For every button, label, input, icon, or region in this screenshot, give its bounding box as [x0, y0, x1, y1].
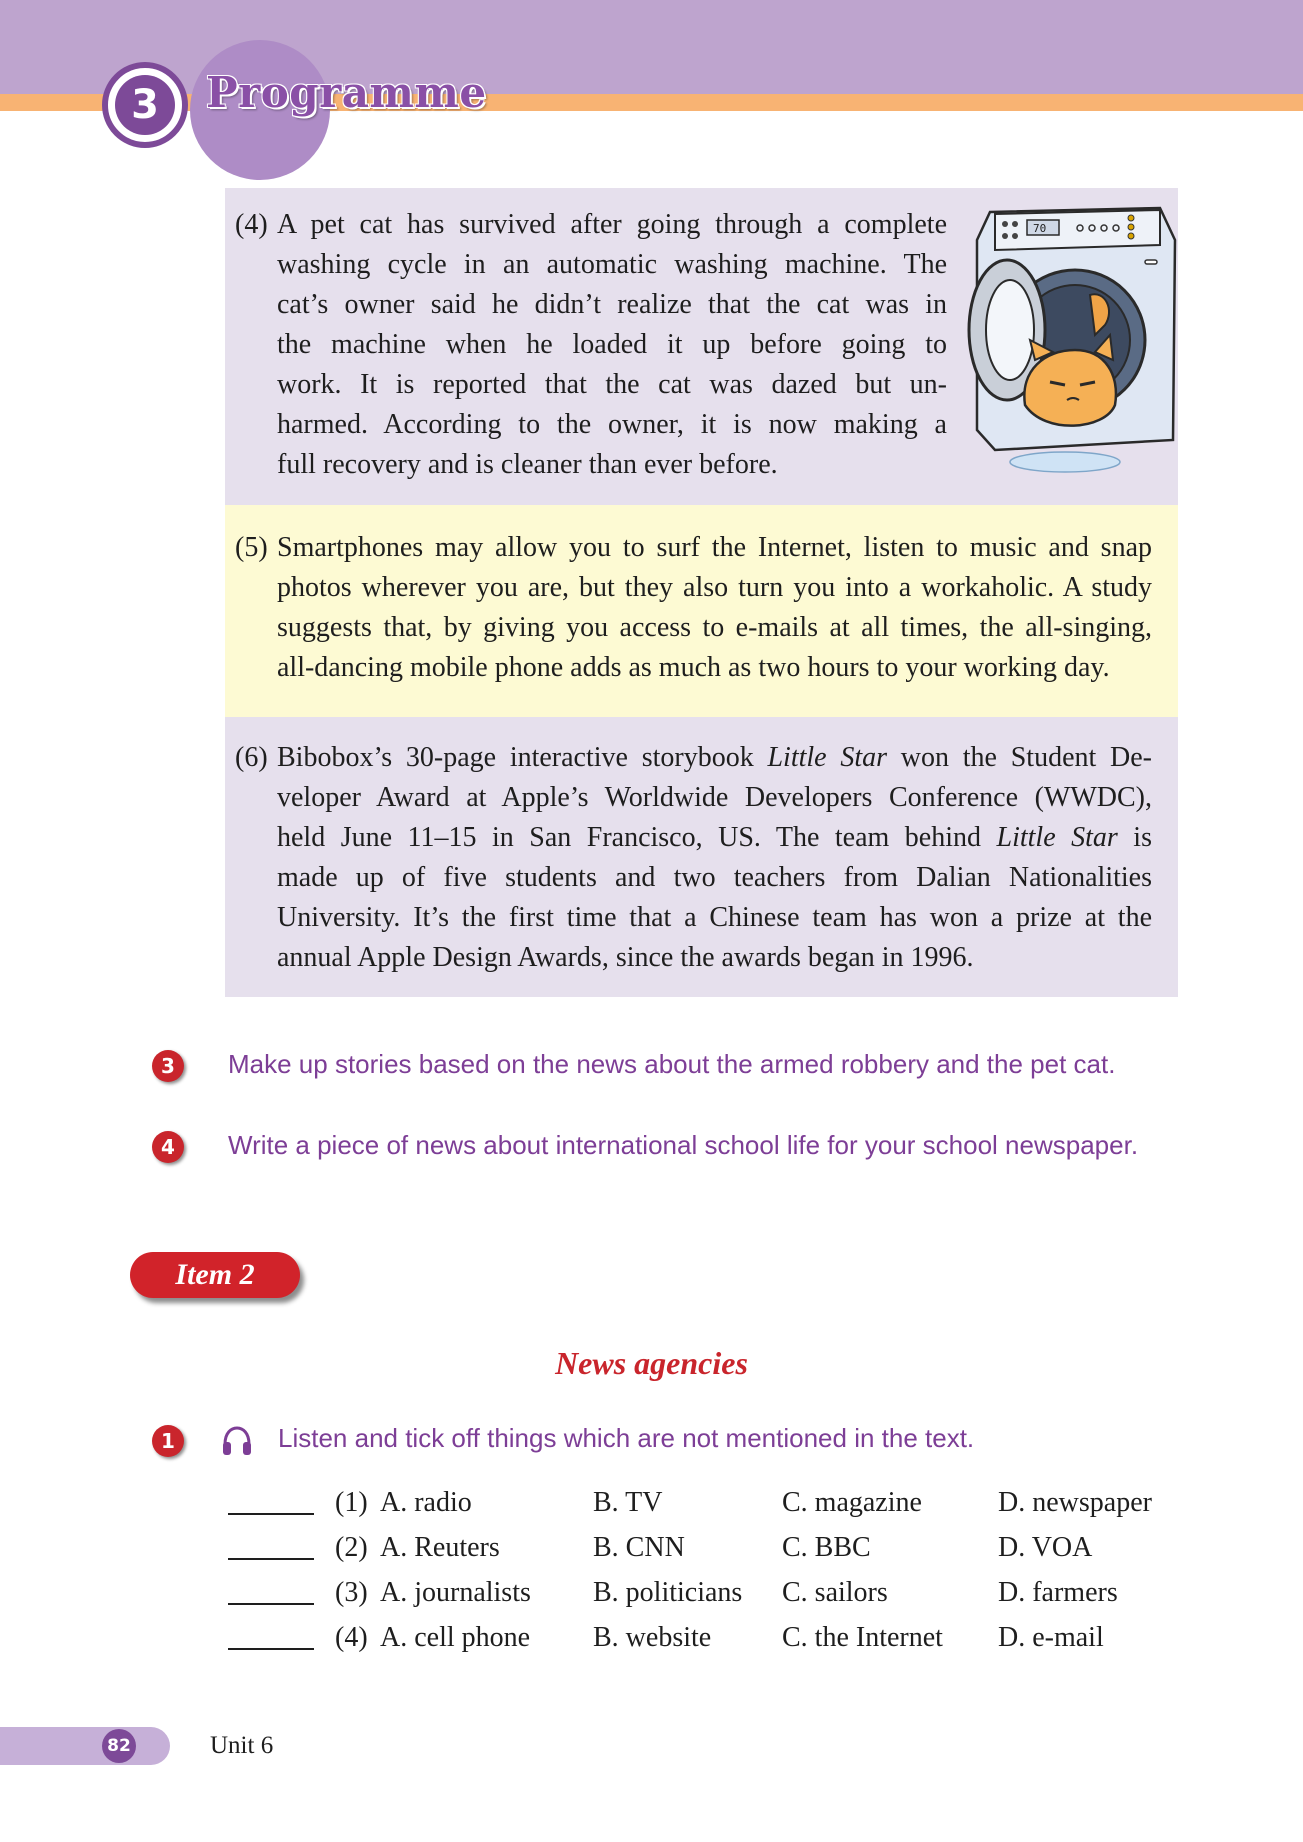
- option-b: B. website: [593, 1622, 712, 1653]
- item-banner: Item 2: [130, 1252, 300, 1298]
- news-line: full recovery and is cleaner than ever before.: [277, 449, 778, 480]
- task-3-text: Make up stories based on the news about the armed robbery and the pet cat.: [228, 1049, 1116, 1079]
- exercise-row-3: [0, 1573, 1303, 1613]
- exercise-row-2: [0, 1528, 1303, 1568]
- option-c: C. BBC: [782, 1532, 871, 1563]
- option-a: A. Reuters: [380, 1532, 500, 1563]
- news-line: veloper Award at Apple’s Worldwide Developers Conference (WWDC),: [277, 782, 1152, 813]
- option-a: A. cell phone: [380, 1622, 531, 1653]
- book-title: Little Star: [767, 742, 888, 773]
- news-line: photos wherever you are, but they also turn you into a workaholic. A study: [277, 572, 1152, 603]
- news-item-6: [235, 738, 1152, 978]
- news-line: University. It’s the first time that a Chinese team has won a prize at the: [277, 902, 1152, 933]
- task-badge-1: 1: [152, 1425, 184, 1457]
- news-number: (5): [235, 532, 268, 563]
- news-number: (6): [235, 742, 268, 773]
- exercise-row-1: [0, 1483, 1303, 1523]
- section-number: 3: [115, 75, 175, 135]
- task-badge-4: 4: [152, 1131, 184, 1163]
- option-c: C. the Internet: [782, 1622, 943, 1653]
- section-title: Programme: [206, 68, 487, 117]
- machine-display: 70: [1033, 222, 1047, 235]
- text: won the Student De-: [887, 742, 1152, 773]
- section-number-badge: [102, 62, 188, 148]
- exercise-row-4: [0, 1618, 1303, 1658]
- news-line: washing cycle in an automatic washing machine. The: [277, 249, 947, 280]
- news-line: work. It is reported that the cat was dazed but un-: [277, 369, 947, 400]
- text: held June 11–15 in San Francisco, US. The team behind: [277, 822, 997, 853]
- option-d: D. farmers: [998, 1577, 1118, 1608]
- news-line: Smartphones may allow you to surf the Internet, listen to music and snap: [277, 532, 1152, 563]
- option-d: D. newspaper: [998, 1487, 1152, 1518]
- news-item-4: [235, 205, 947, 485]
- option-d: D. e-mail: [998, 1622, 1104, 1653]
- answer-blank[interactable]: [228, 1603, 314, 1605]
- task-badge-3: 3: [152, 1050, 184, 1082]
- listen-instruction: Listen and tick off things which are not mentioned in the text.: [278, 1423, 975, 1453]
- option-b: B. CNN: [593, 1532, 685, 1563]
- option-a: A. journalists: [380, 1577, 531, 1608]
- news-agencies-title: News agencies: [555, 1345, 748, 1381]
- news-line: made up of five students and two teachers from Dalian Nationalities: [277, 862, 1152, 893]
- news-item-5: [235, 528, 1152, 688]
- answer-blank[interactable]: [228, 1513, 314, 1515]
- news-line: harmed. According to the owner, it is now making a: [277, 409, 947, 440]
- text: Bibobox’s 30-page interactive storybook: [277, 742, 768, 773]
- headphone-icon: [220, 1424, 254, 1458]
- washing-machine-cat-illustration: [955, 200, 1180, 490]
- news-line: A pet cat has survived after going through a complete: [277, 209, 947, 240]
- news-number: (4): [235, 209, 268, 240]
- question-number: (3): [335, 1577, 368, 1608]
- option-a: A. radio: [380, 1487, 472, 1518]
- option-c: C. magazine: [782, 1487, 922, 1518]
- text: is: [1117, 822, 1152, 853]
- page-number: 82: [102, 1729, 136, 1763]
- option-c: C. sailors: [782, 1577, 888, 1608]
- option-b: B. politicians: [593, 1577, 743, 1608]
- question-number: (4): [335, 1622, 368, 1653]
- option-d: D. VOA: [998, 1532, 1093, 1563]
- footer-bar: [0, 1727, 170, 1765]
- question-number: (1): [335, 1487, 368, 1518]
- news-line: suggests that, by giving you access to e-mails at all times, the all-singing,: [277, 612, 1152, 643]
- news-line: all-dancing mobile phone adds as much as two hours to your working day.: [277, 652, 1110, 683]
- news-line: [235, 818, 1152, 858]
- news-line: annual Apple Design Awards, since the awards began in 1996.: [277, 942, 974, 973]
- book-title: Little Star: [996, 822, 1118, 853]
- news-line: [235, 738, 1152, 778]
- answer-blank[interactable]: [228, 1648, 314, 1650]
- news-line: cat’s owner said he didn’t realize that the cat was in: [277, 289, 947, 320]
- question-number: (2): [335, 1532, 368, 1563]
- news-line: the machine when he loaded it up before going to: [277, 329, 947, 360]
- option-b: B. TV: [593, 1487, 663, 1518]
- unit-label: Unit 6: [210, 1732, 274, 1759]
- answer-blank[interactable]: [228, 1558, 314, 1560]
- task-4-text: Write a piece of news about international school life for your school newspaper.: [228, 1130, 1139, 1160]
